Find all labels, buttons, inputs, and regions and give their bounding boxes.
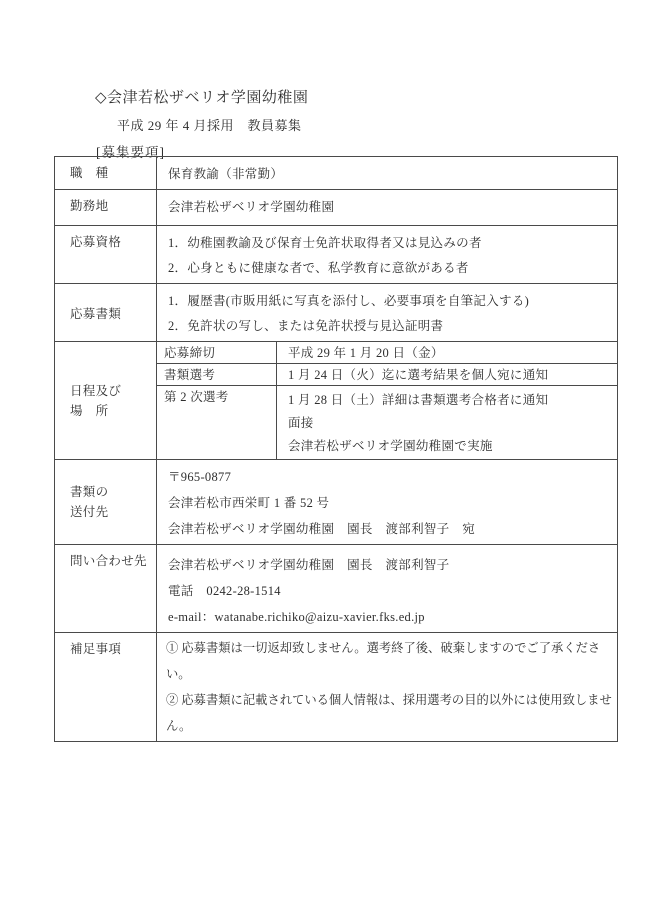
schedule-label-line1: 日程及び [70, 383, 122, 398]
street-address: 会津若松市西栄町 1 番 52 号 [168, 496, 330, 510]
mailing-address-value [157, 460, 618, 545]
row-schedule-deadline [55, 342, 618, 364]
contact-name: 会津若松ザベリオ学園幼稚園 園長 渡部利智子 [168, 558, 450, 572]
document-item-1: 1．履歴書(市販用紙に写真を添付し、必要事項を自筆記入する) [168, 294, 530, 308]
screening-term: 書類選考 [157, 364, 277, 386]
qualification-item-1: 1．幼稚園教諭及び保育士免許状取得者又は見込みの者 [168, 236, 482, 250]
schedule-label-line2: 場 所 [70, 403, 109, 418]
row-application-documents [55, 284, 618, 342]
second-selection-line2: 面接 [288, 416, 314, 430]
schedule-label [55, 342, 157, 460]
second-selection-value [277, 386, 618, 460]
note-item-2: ② 応募書類に記載されている個人情報は、採用選考の目的以外には使用致しません。 [166, 693, 612, 733]
second-selection-line3: 会津若松ザベリオ学園幼稚園で実施 [288, 439, 493, 453]
notes-label: 補足事項 [55, 633, 157, 742]
work-location-label: 勤務地 [55, 190, 157, 226]
job-type-value: 保育教諭（非常勤） [157, 157, 618, 190]
addressee: 会津若松ザベリオ学園幼稚園 園長 渡部利智子 宛 [168, 522, 476, 536]
contact-label: 問い合わせ先 [55, 545, 157, 633]
deadline-value: 平成 29 年 1 月 20 日（金） [277, 342, 618, 364]
mailing-label-line1: 書類の [70, 485, 109, 499]
document-subtitle: 平成 29 年 4 月採用 教員募集 [117, 118, 302, 133]
contact-value [157, 545, 618, 633]
postal-code: 〒965-0877 [168, 470, 232, 484]
notes-value [157, 633, 618, 742]
contact-email: e-mail：watanabe.richiko@aizu-xavier.fks.ed.jp [168, 610, 425, 624]
row-notes [55, 633, 618, 742]
deadline-term: 応募締切 [157, 342, 277, 364]
qualifications-value [157, 226, 618, 284]
qualification-item-2: 2．心身ともに健康な者で、私学教育に意欲がある者 [168, 261, 469, 275]
second-selection-line1: 1 月 28 日（土）詳細は書類選考合格者に通知 [288, 393, 549, 407]
application-documents-value [157, 284, 618, 342]
row-work-location [55, 190, 618, 226]
mailing-address-label [55, 460, 157, 545]
qualifications-label: 応募資格 [55, 226, 157, 284]
screening-value: 1 月 24 日（火）迄に選考結果を個人宛に通知 [277, 364, 618, 386]
recruitment-table [54, 156, 618, 742]
second-selection-term: 第 2 次選考 [157, 386, 277, 460]
document-item-2: 2．免許状の写し、または免許状授与見込証明書 [168, 319, 444, 333]
document-header [95, 86, 308, 161]
row-qualifications [55, 226, 618, 284]
application-documents-label: 応募書類 [55, 284, 157, 342]
mailing-label-line2: 送付先 [70, 505, 109, 519]
job-type-label: 職 種 [55, 157, 157, 190]
row-mailing-address [55, 460, 618, 545]
row-contact [55, 545, 618, 633]
section-label: [募集要項] [96, 145, 165, 160]
document-title: ◇会津若松ザベリオ学園幼稚園 [95, 90, 309, 106]
contact-phone: 電話 0242-28-1514 [168, 584, 281, 598]
note-item-1: ① 応募書類は一切返却致しません。選考終了後、破棄しますのでご了承ください。 [166, 641, 601, 681]
row-job-type [55, 157, 618, 190]
work-location-value: 会津若松ザベリオ学園幼稚園 [157, 190, 618, 226]
